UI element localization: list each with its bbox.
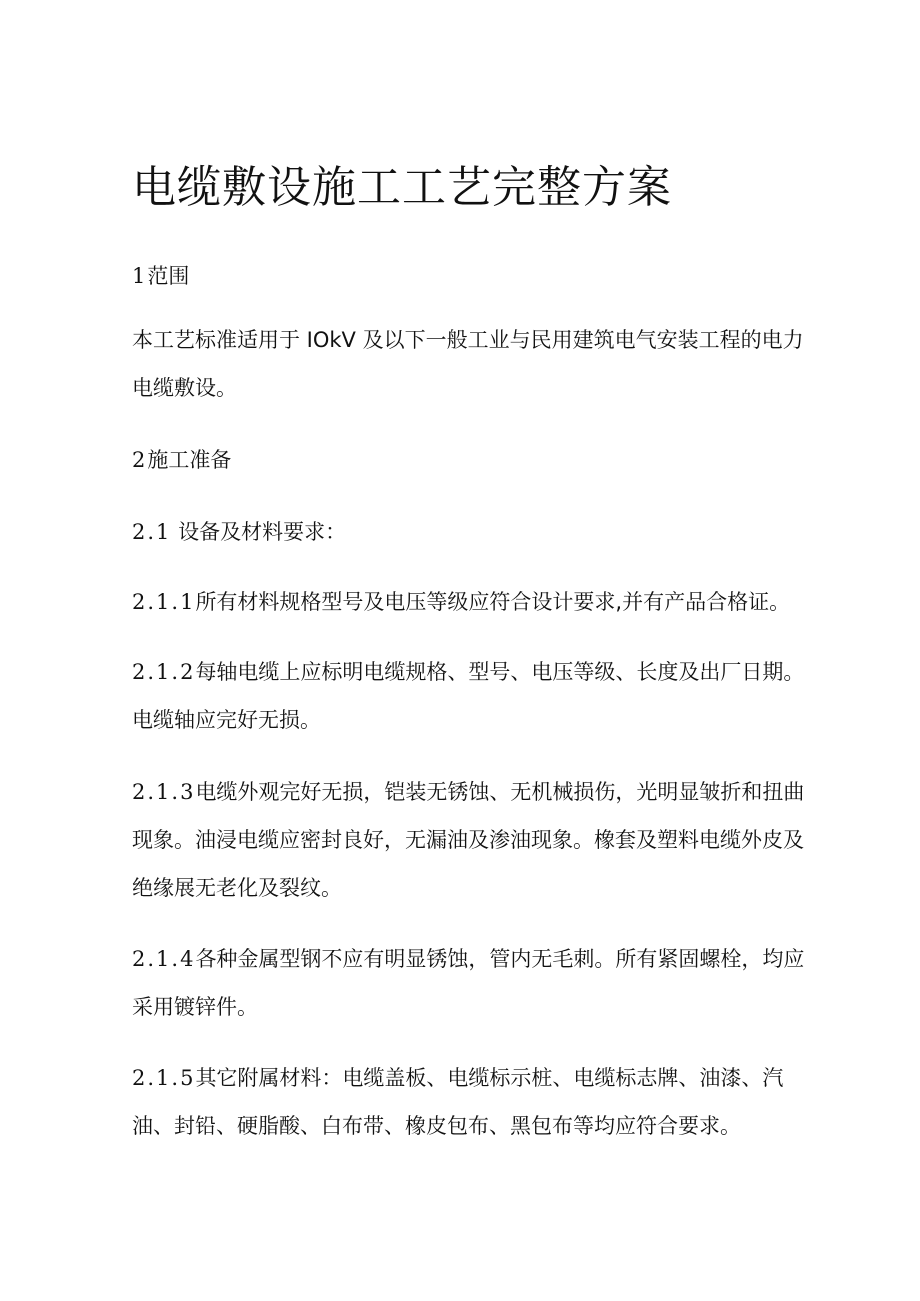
section-number: 2 [132,448,148,472]
clause-2-1-1 [132,578,812,626]
section-heading-preparation [132,436,812,484]
section-number: 2.1 [132,520,172,544]
clause-text: 电缆外观完好无损，铠装无锈蚀、无机械损伤，光明显皱折和扭曲现象。油浸电缆应密封良好，无漏油及渗油现象。橡套及塑料电缆外皮及绝缘展无老化及裂纹。 [132,780,805,900]
clause-number: 2.1.1 [132,590,196,614]
clause-text: 所有材料规格型号及电压等级应符合设计要求,并有产品合格证。 [195,590,791,614]
section-number: 1 [132,264,148,288]
clause-text: 其它附属材料：电缆盖板、电缆标示桩、电缆标志牌、油漆、汽油、封铅、硬脂酸、白布带、橡皮包布、黑包布等均应符合要求。 [132,1066,784,1138]
clause-text: 各种金属型钢不应有明显锈蚀，管内无毛刺。所有紧固螺栓，均应采用镀锌件。 [132,947,805,1019]
section-heading-scope [132,252,812,300]
clause-number: 2.1.4 [132,947,196,971]
section-text: 施工准备 [147,448,232,472]
paragraph-text: 本工艺标准适用于 IOkV 及以下一般工业与民用建筑电气安装工程的电力电缆敷设。 [132,328,804,400]
clause-2-1-2 [132,648,812,744]
paragraph-scope-body [132,316,812,412]
clause-2-1-4 [132,935,812,1031]
clause-number: 2.1.3 [132,780,196,804]
clause-2-1-5 [132,1054,812,1150]
clause-number: 2.1.5 [132,1066,196,1090]
clause-text: 每轴电缆上应标明电缆规格、型号、电压等级、长度及出厂日期。电缆轴应完好无损。 [132,660,805,732]
clause-number: 2.1.2 [132,660,196,684]
section-text: 设备及材料要求： [171,520,347,544]
clause-2-1-3 [132,768,812,912]
subsection-heading-materials [132,508,812,556]
document-title: 电缆敷设施工工艺完整方案 [132,162,672,213]
section-text: 范围 [147,264,190,288]
